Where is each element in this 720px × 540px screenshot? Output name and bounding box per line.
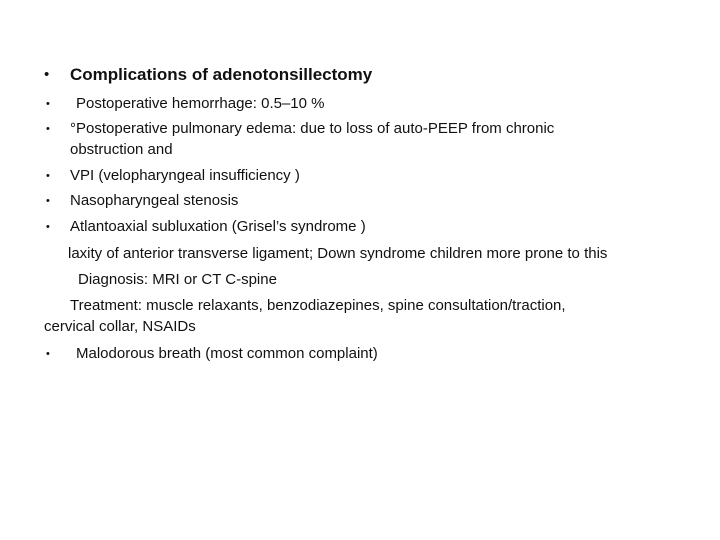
- item-pulmonary-edema-cont: obstruction and: [70, 141, 173, 158]
- detail-diagnosis: Diagnosis: MRI or CT C-spine: [78, 271, 277, 288]
- bullet-2: •: [46, 123, 50, 135]
- bullet-1: •: [46, 98, 50, 110]
- detail-treatment: Treatment: muscle relaxants, benzodiazepines, spine consultation/traction,: [70, 297, 566, 314]
- bullet-4: •: [46, 195, 50, 207]
- bullet-3: •: [46, 170, 50, 182]
- detail-laxity: laxity of anterior transverse ligament; Down syndrome children more prone to this: [68, 245, 608, 262]
- detail-treatment-cont: cervical collar, NSAIDs: [44, 318, 196, 335]
- item-vpi: VPI (velopharyngeal insufficiency ): [70, 167, 300, 184]
- slide-title: Complications of adenotonsillectomy: [70, 65, 373, 84]
- item-pulmonary-edema: °Postoperative pulmonary edema: due to loss of auto-PEEP from chronic: [70, 120, 555, 137]
- bullet-title: •: [44, 66, 50, 83]
- item-malodorous-breath: Malodorous breath (most common complaint): [76, 345, 378, 362]
- bullet-6: •: [46, 348, 50, 360]
- bullet-5: •: [46, 221, 50, 233]
- item-postoperative-hemorrhage: Postoperative hemorrhage: 0.5–10 %: [76, 95, 325, 112]
- item-atlantoaxial-subluxation: Atlantoaxial subluxation (Grisel’s syndrome ): [70, 218, 366, 235]
- item-nasopharyngeal-stenosis: Nasopharyngeal stenosis: [70, 192, 239, 209]
